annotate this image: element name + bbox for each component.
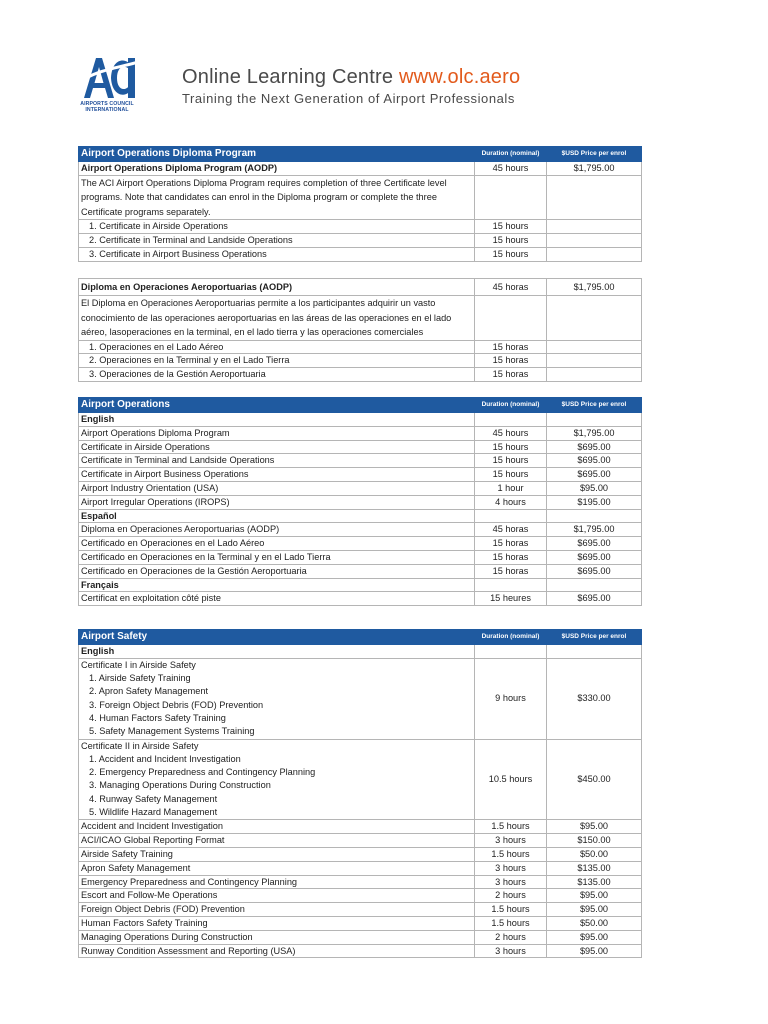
certificate-item: 3. Managing Operations During Construction [89, 780, 271, 791]
duration: 1.5 hours [475, 916, 547, 930]
certificate-item: 2. Apron Safety Management [89, 686, 209, 697]
table-row [79, 454, 642, 468]
certificate-block [79, 739, 475, 820]
duration: 15 heures [475, 592, 547, 606]
course-name: Airside Safety Training [79, 847, 475, 861]
language-row [79, 645, 642, 659]
title-text: Online Learning Centre [182, 66, 394, 88]
price: $95.00 [547, 481, 642, 495]
price-col-header: $USD Price per enrol [547, 398, 642, 413]
table-row [79, 903, 642, 917]
program-description: The ACI Airport Operations Diploma Program requires completion of three Certificate level programs. Note that candidates can enrol in the Diploma program or complete the three Certificate programs separately. [79, 175, 475, 220]
course-name: Accident and Incident Investigation [79, 820, 475, 834]
course-name: Foreign Object Debris (FOD) Prevention [79, 903, 475, 917]
price: $135.00 [547, 875, 642, 889]
component-name: 1. Certificate in Airside Operations [79, 220, 475, 234]
duration: 45 horas [475, 523, 547, 537]
language-row [79, 413, 642, 427]
table-row [79, 354, 642, 368]
table-row [79, 368, 642, 382]
aci-logo [78, 52, 138, 124]
duration: 3 hours [475, 944, 547, 958]
course-name: Certificado en Operaciones en la Terminal y en el Lado Tierra [79, 550, 475, 564]
table-row [79, 440, 642, 454]
certificate-block [79, 658, 475, 739]
price: $450.00 [547, 739, 642, 820]
duration: 3 hours [475, 834, 547, 848]
table-row [79, 875, 642, 889]
duration: 1.5 hours [475, 903, 547, 917]
duration: 15 hours [475, 454, 547, 468]
airport-safety-section [78, 629, 641, 958]
duration: 3 hours [475, 861, 547, 875]
component-name: 1. Operaciones en el Lado Aéreo [79, 340, 475, 354]
course-name: ACI/ICAO Global Reporting Format [79, 834, 475, 848]
operations-header [79, 398, 642, 413]
course-name: Airport Operations Diploma Program [79, 426, 475, 440]
table-row [79, 481, 642, 495]
language-label: Français [79, 578, 475, 592]
table-row [79, 495, 642, 509]
price: $1,795.00 [547, 162, 642, 176]
duration: 4 hours [475, 495, 547, 509]
site-url-link[interactable]: www.olc.aero [398, 66, 521, 88]
price: $195.00 [547, 495, 642, 509]
table-row [79, 340, 642, 354]
table-row [79, 592, 642, 606]
price-col-header: $USD Price per enrol [547, 630, 642, 645]
duration: 45 horas [475, 279, 547, 296]
language-row [79, 578, 642, 592]
course-name: Human Factors Safety Training [79, 916, 475, 930]
duration-col-header: Duration (nominal) [475, 398, 547, 413]
program-name: Airport Operations Diploma Program (AODP) [79, 162, 475, 176]
price: $50.00 [547, 916, 642, 930]
duration: 1.5 hours [475, 820, 547, 834]
course-name: Certificate in Airside Operations [79, 440, 475, 454]
course-name: Escort and Follow-Me Operations [79, 889, 475, 903]
table-row [79, 247, 642, 261]
duration: 15 hours [475, 234, 547, 248]
course-name: Certificado en Operaciones de la Gestión Aeroportuaria [79, 564, 475, 578]
course-name: Airport Industry Orientation (USA) [79, 481, 475, 495]
section-heading: Airport Operations [79, 398, 475, 413]
safety-header [79, 630, 642, 645]
certificate-item: 2. Emergency Preparedness and Contingency Planning [89, 767, 316, 778]
language-label: Español [79, 509, 475, 523]
duration: 45 hours [475, 426, 547, 440]
table-row [79, 234, 642, 248]
price: $95.00 [547, 889, 642, 903]
duration: 15 hours [475, 220, 547, 234]
duration-col-header: Duration (nominal) [475, 147, 547, 162]
price: $95.00 [547, 930, 642, 944]
table-row [79, 834, 642, 848]
section-heading: Airport Safety [79, 630, 475, 645]
duration: 10.5 hours [475, 739, 547, 820]
course-name: Certificate in Terminal and Landside Operations [79, 454, 475, 468]
diploma-en-section [78, 146, 641, 262]
price: $695.00 [547, 440, 642, 454]
price: $95.00 [547, 903, 642, 917]
course-name: Certificado en Operaciones en el Lado Aéreo [79, 537, 475, 551]
component-name: 2. Certificate in Terminal and Landside Operations [79, 234, 475, 248]
course-name: Airport Irregular Operations (IROPS) [79, 495, 475, 509]
price: $50.00 [547, 847, 642, 861]
language-label: English [79, 413, 475, 427]
table-row [79, 162, 642, 176]
language-row [79, 509, 642, 523]
certificate-item: 1. Accident and Incident Investigation [89, 753, 241, 764]
duration: 2 hours [475, 930, 547, 944]
table-row [79, 550, 642, 564]
table-row [79, 564, 642, 578]
duration-col-header: Duration (nominal) [475, 630, 547, 645]
diploma-en-header [79, 147, 642, 162]
duration: 3 hours [475, 875, 547, 889]
certificate-title: Certificate I in Airside Safety [81, 659, 196, 670]
certificate-row [79, 658, 642, 739]
price: $95.00 [547, 820, 642, 834]
duration: 2 hours [475, 889, 547, 903]
description-row [79, 175, 642, 220]
duration: 9 hours [475, 658, 547, 739]
certificate-item: 4. Runway Safety Management [89, 793, 218, 804]
certificate-row [79, 739, 642, 820]
component-name: 3. Certificate in Airport Business Operations [79, 247, 475, 261]
price: $1,795.00 [547, 279, 642, 296]
course-name: Diploma en Operaciones Aeroportuarias (AODP) [79, 523, 475, 537]
certificate-item: 3. Foreign Object Debris (FOD) Prevention [89, 699, 264, 710]
component-name: 2. Operaciones en la Terminal y en el Lado Tierra [79, 354, 475, 368]
table-row [79, 930, 642, 944]
table-row [79, 220, 642, 234]
description-row [79, 296, 642, 341]
table-row [79, 944, 642, 958]
table-row [79, 537, 642, 551]
table-row [79, 889, 642, 903]
certificate-item: 5. Safety Management Systems Training [89, 726, 255, 737]
course-name: Runway Condition Assessment and Reporting (USA) [79, 944, 475, 958]
certificate-item: 4. Human Factors Safety Training [89, 712, 226, 723]
page-subtitle: Training the Next Generation of Airport Professionals [182, 91, 515, 106]
price: $1,795.00 [547, 426, 642, 440]
price: $330.00 [547, 658, 642, 739]
table-row [79, 279, 642, 296]
course-name: Apron Safety Management [79, 861, 475, 875]
price: $695.00 [547, 468, 642, 482]
price-col-header: $USD Price per enrol [547, 147, 642, 162]
duration: 45 hours [475, 162, 547, 176]
page-title [182, 66, 520, 89]
table-row [79, 916, 642, 930]
course-name: Certificat en exploitation côté piste [79, 592, 475, 606]
section-heading: Airport Operations Diploma Program [79, 147, 475, 162]
table-row [79, 861, 642, 875]
airport-operations-section [78, 397, 641, 606]
duration: 15 horas [475, 368, 547, 382]
logo-text: AIRPORTS COUNCIL INTERNATIONAL [80, 101, 134, 113]
price: $95.00 [547, 944, 642, 958]
price: $150.00 [547, 834, 642, 848]
price: $135.00 [547, 861, 642, 875]
certificate-item: 5. Wildlife Hazard Management [89, 807, 218, 818]
duration: 15 hours [475, 468, 547, 482]
duration: 15 horas [475, 537, 547, 551]
diploma-es-section [78, 278, 641, 382]
price: $695.00 [547, 592, 642, 606]
certificate-item: 1. Airside Safety Training [89, 673, 191, 684]
price: $695.00 [547, 454, 642, 468]
duration: 15 horas [475, 550, 547, 564]
price: $695.00 [547, 550, 642, 564]
price: $695.00 [547, 564, 642, 578]
table-row [79, 468, 642, 482]
table-row [79, 820, 642, 834]
table-row [79, 847, 642, 861]
course-name: Certificate in Airport Business Operations [79, 468, 475, 482]
component-name: 3. Operaciones de la Gestión Aeroportuaria [79, 368, 475, 382]
language-label: English [79, 645, 475, 659]
duration: 1 hour [475, 481, 547, 495]
course-name: Managing Operations During Construction [79, 930, 475, 944]
price: $1,795.00 [547, 523, 642, 537]
table-row [79, 523, 642, 537]
duration: 15 horas [475, 354, 547, 368]
table-row [79, 426, 642, 440]
program-description: El Diploma en Operaciones Aeroportuarias permite a los participantes adquirir un vasto conocimiento de las operaciones aeroportuarias en las áreas de las operaciones en el lado aéreo, lasoperaciones en la terminal, en el lado tierra y las operaciones comerciales [79, 296, 475, 341]
certificate-title: Certificate II in Airside Safety [81, 740, 199, 751]
duration: 15 horas [475, 340, 547, 354]
price: $695.00 [547, 537, 642, 551]
duration: 15 hours [475, 247, 547, 261]
duration: 1.5 hours [475, 847, 547, 861]
duration: 15 hours [475, 440, 547, 454]
program-name: Diploma en Operaciones Aeroportuarias (AODP) [79, 279, 475, 296]
duration: 15 horas [475, 564, 547, 578]
course-name: Emergency Preparedness and Contingency Planning [79, 875, 475, 889]
